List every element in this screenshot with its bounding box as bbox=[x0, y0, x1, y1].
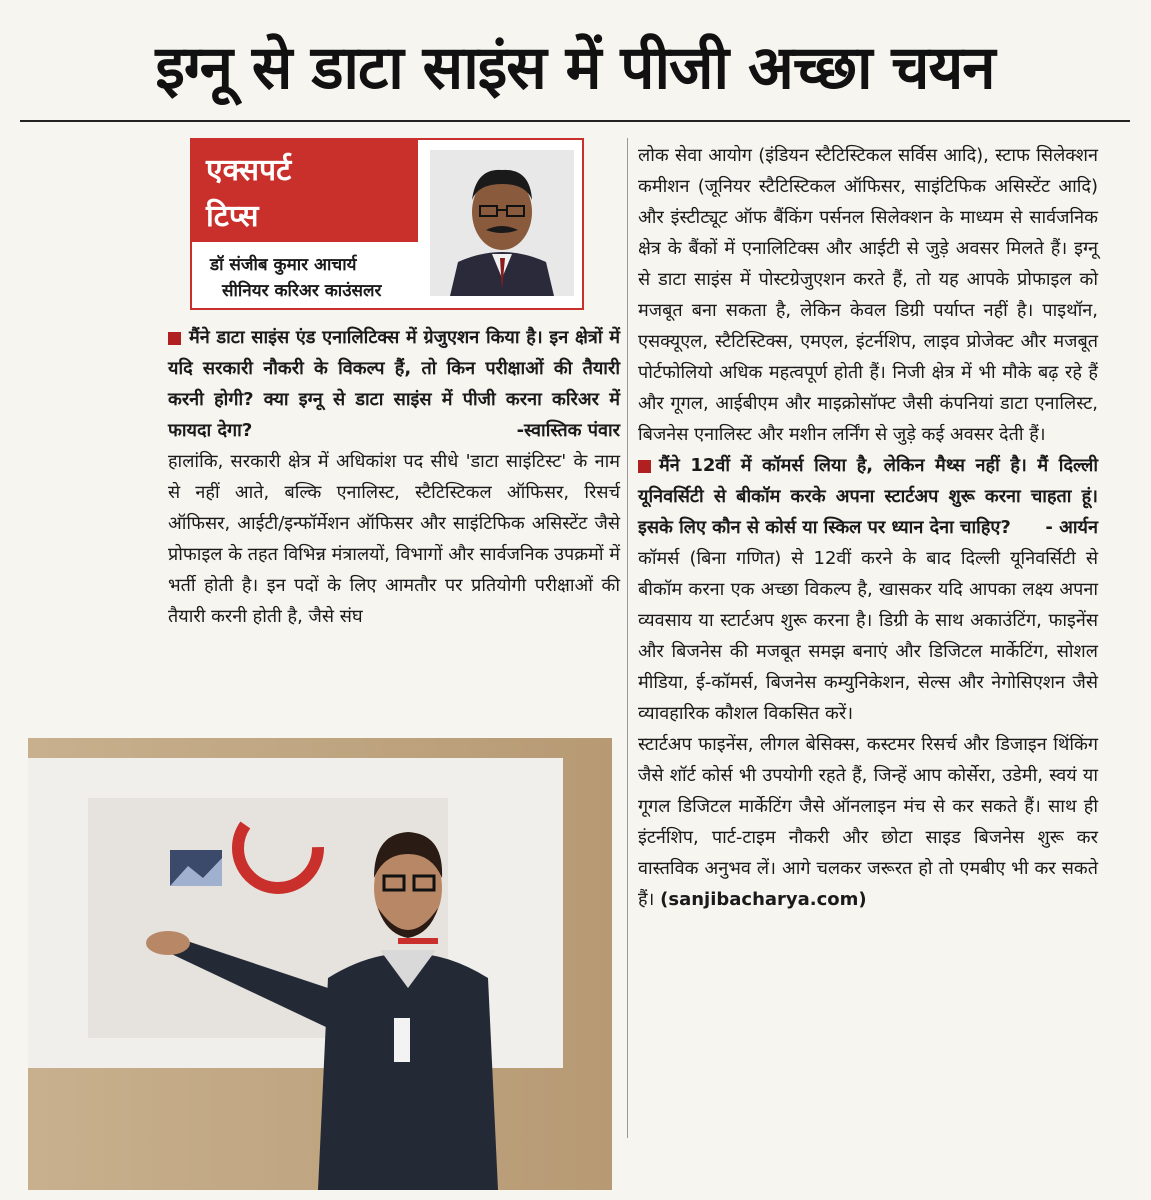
expert-name: डॉ संजीब कुमार आचार्य bbox=[210, 255, 357, 275]
question-1 bbox=[168, 322, 620, 446]
question-2 bbox=[638, 450, 1098, 543]
expert-tag-line1: एक्सपर्ट bbox=[206, 153, 292, 188]
left-column bbox=[168, 322, 620, 632]
answer-2-para2 bbox=[638, 729, 1098, 915]
bullet-icon bbox=[168, 332, 181, 345]
speaker-photo bbox=[28, 738, 612, 1190]
headline-rule bbox=[20, 120, 1130, 122]
answer-2-para1: कॉमर्स (बिना गणित) से 12वीं करने के बाद दिल्ली यूनिवर्सिटी से बीकॉम करना एक अच्छा विकल्प है, खासकर यदि आपका लक्ष्य अपना व्यवसाय या स्टार्टअप शुरू करना है। डिग्री के साथ अकाउंटिंग, फाइनेंस और बिजनेस की मजबूत समझ बनाएं और डिजिटल मार्केटिंग, सोशल मीडिया, ई-कॉमर्स, बिजनेस कम्युनिकेशन, सेल्स और नेगोसिएशन जैसे व्यावहारिक कौशल विकसित करें। bbox=[638, 548, 1098, 724]
question-1-text: मैंने डाटा साइंस एंड एनालिटिक्स में ग्रेजुएशन किया है। इन क्षेत्रों में यदि सरकारी नौकरी के विकल्प हैं, तो किन परीक्षाओं की तैयारी करनी होगी? क्या इग्नू से डाटा साइंस में पीजी करना करिअर में फायदा देगा? bbox=[168, 327, 620, 441]
headline: इग्नू से डाटा साइंस में पीजी अच्छा चयन bbox=[155, 33, 995, 103]
expert-tag bbox=[192, 140, 418, 242]
answer-1-right: लोक सेवा आयोग (इंडियन स्टैटिस्टिकल सर्विस आदि), स्टाफ सिलेक्शन कमीशन (जूनियर स्टैटिस्टिकल ऑफिसर, साइंटिफिक असिस्टेंट आदि) और इंस्टीट्यूट ऑफ बैंकिंग पर्सनल सिलेक्शन के माध्यम से सार्वजनिक क्षेत्र के बैंकों में एनालिटिक्स और आईटी से जुड़े अवसर मिलते हैं। इग्नू से डाटा साइंस में पोस्टग्रेजुएशन करते हैं, तो यह आपके प्रोफाइल को मजबूत बना सकता है, लेकिन केवल डिग्री पर्याप्त नहीं है। पाइथॉन, एसक्यूएल, स्टैटिस्टिक्स, एमएल, इंटर्नशिप, लाइव प्रोजेक्ट और मजबूत पोर्टफोलियो अधिक महत्वपूर्ण होती हैं। निजी क्षेत्र में भी मौके बढ़ रहे हैं और गूगल, आईबीएम और माइक्रोसॉफ्ट जैसी कंपनियां डाटा एनालिस्ट, बिजनेस एनालिस्ट और मशीन लर्निंग से जुड़े कई अवसर देती हैं। bbox=[638, 145, 1098, 445]
right-column bbox=[638, 140, 1098, 915]
source-credit: (sanjibacharya.com) bbox=[660, 889, 867, 910]
answer-1-left: हालांकि, सरकारी क्षेत्र में अधिकांश पद सीधे 'डाटा साइंटिस्ट' के नाम से नहीं आते, बल्कि एनालिस्ट, स्टैटिस्टिकल ऑफिसर, रिसर्च ऑफिसर, आईटी/इन्फॉर्मेशन ऑफिसर और साइंटिफिक असिस्टेंट जैसे प्रोफाइल के तहत विभिन्न मंत्रालयों, विभागों और सार्वजनिक उपक्रमों में भर्ती होती है। इन पदों के लिए आमतौर पर प्रतियोगी परीक्षाओं की तैयारी करनी होती है, जैसे संघ bbox=[168, 451, 620, 627]
expert-role: सीनियर करिअर काउंसलर bbox=[222, 281, 382, 301]
question-2-asker: - आर्यन bbox=[1045, 517, 1098, 538]
expert-portrait bbox=[430, 150, 574, 296]
question-1-asker: -स्वास्तिक पंवार bbox=[516, 420, 620, 441]
question-2-text: मैंने 12वीं में कॉमर्स लिया है, लेकिन मैथ्स नहीं है। मैं दिल्ली यूनिवर्सिटी से बीकॉम करके अपना स्टार्टअप शुरू करना चाहता हूं। इसके लिए कौन से कोर्स या स्किल पर ध्यान देना चाहिए? bbox=[638, 455, 1098, 538]
expert-tag-line2: टिप्स bbox=[206, 199, 259, 234]
expert-box bbox=[190, 138, 584, 310]
bullet-icon bbox=[638, 460, 651, 473]
column-divider bbox=[627, 138, 628, 1138]
answer-2-para2-text: स्टार्टअप फाइनेंस, लीगल बेसिक्स, कस्टमर रिसर्च और डिजाइन थिंकिंग जैसे शॉर्ट कोर्स भी उपयोगी रहते हैं, जिन्हें आप कोर्सेरा, उडेमी, स्वयं या गूगल डिजिटल मार्केटिंग जैसे ऑनलाइन मंच से कर सकते हैं। साथ ही इंटर्नशिप, पार्ट-टाइम नौकरी और छोटा साइड बिजनेस शुरू कर वास्तविक अनुभव लें। आगे चलकर जरूरत हो तो एमबीए भी कर सकते हैं। bbox=[638, 734, 1098, 910]
